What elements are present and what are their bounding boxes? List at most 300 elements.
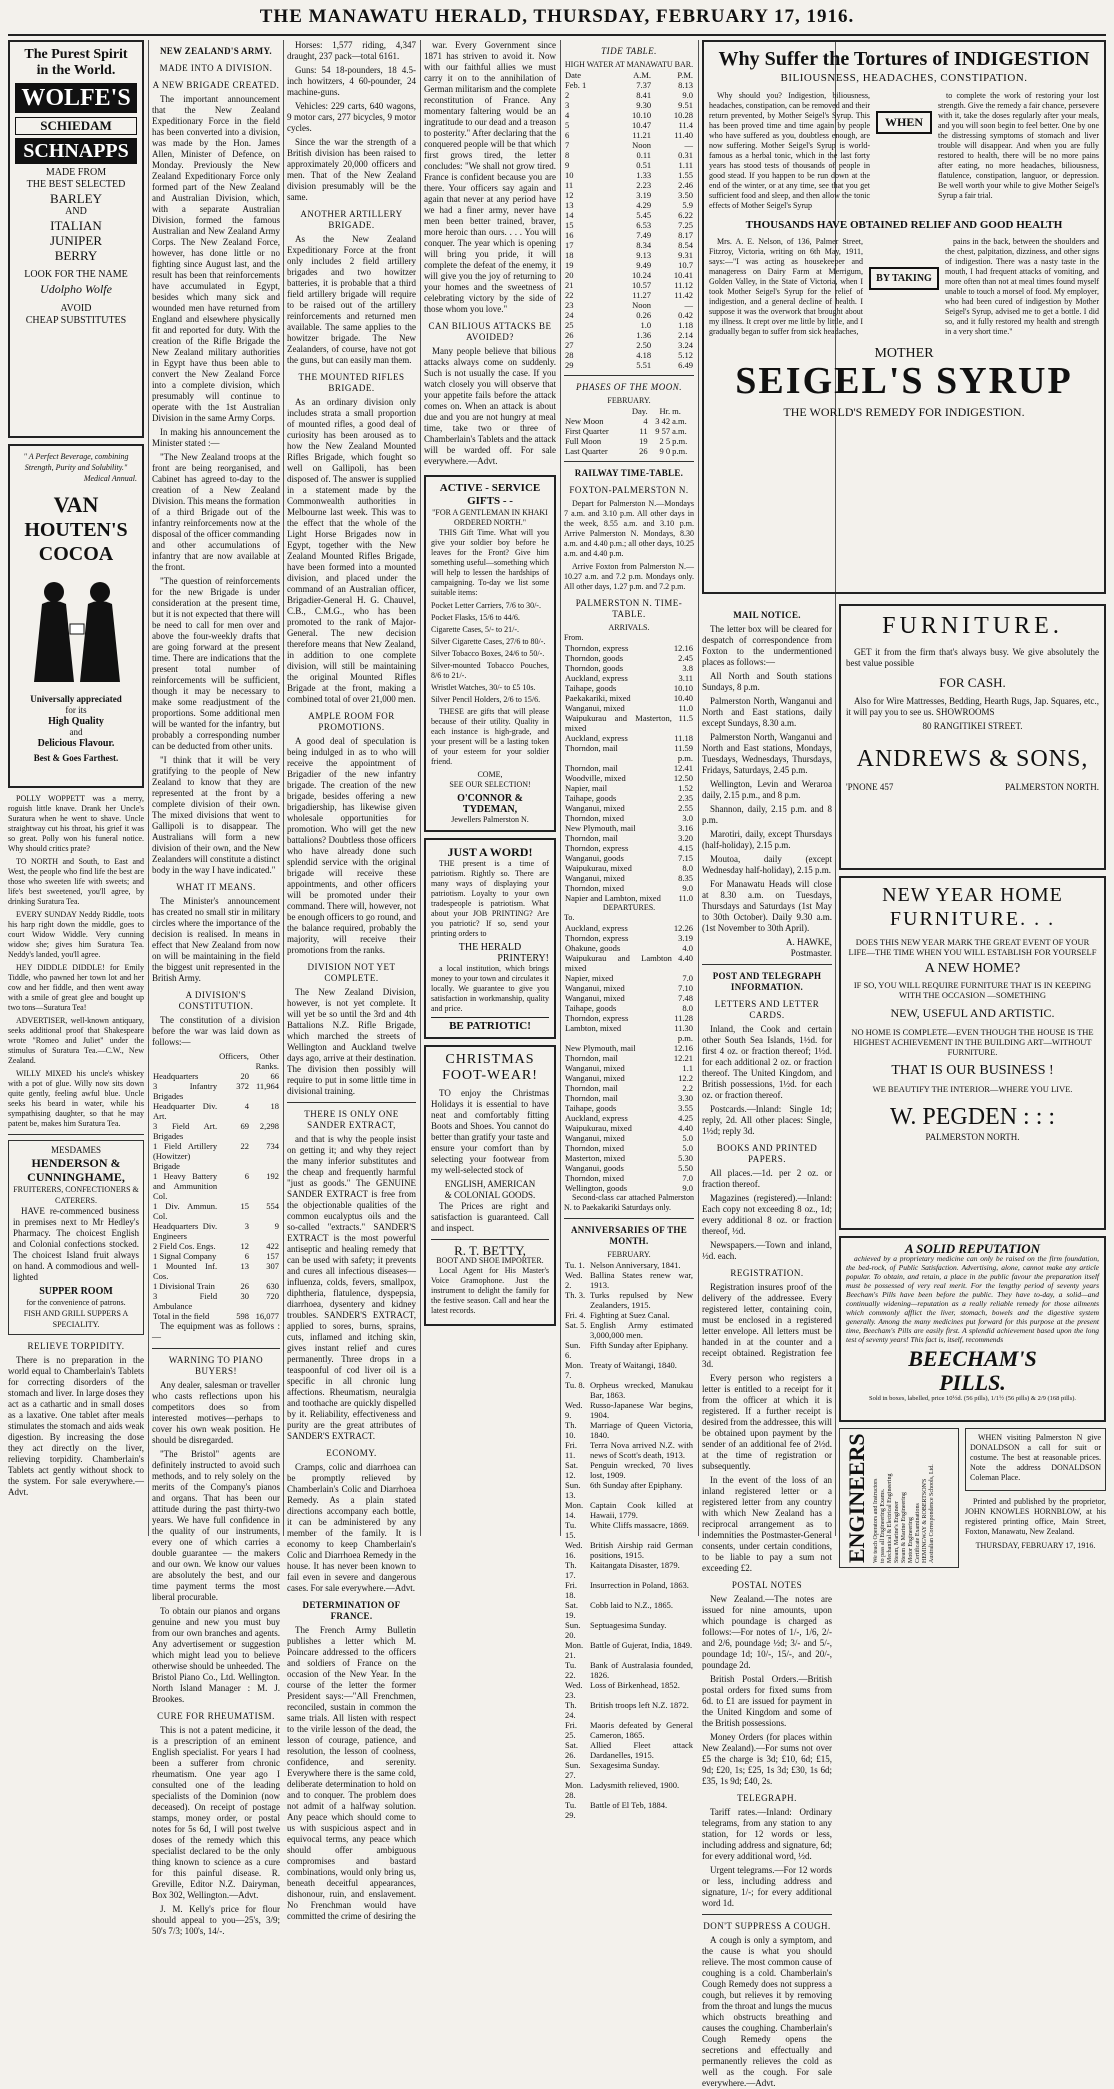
- anniversary-row: [564, 1500, 694, 1520]
- moon-table: [564, 406, 694, 456]
- table-cell: Fifth Sunday after Epiphany.: [589, 1340, 689, 1350]
- wolfe-line: ITALIAN: [50, 218, 102, 233]
- army-paragraph: The important announcement that the New Zealand Expeditionary Force in the field has been converted into a division, was made by the Hon. James Allen, Minister of Defence, on Monday. Previously the New Zealand Expeditionary Force only formed part of the New Zealand and Australian Division, which, with a separate Australian Division, formed the famous Australian and New Zealand Army Corps. The New Zealand Force, however, has done little or no fighting since August last, and the result has been that reinforcements have accumulated in Egypt, besides which many sick and wounded men have returned from England and elsewhere physically fit and reported for duty. With the creation of the Rifle Brigade the New Zealand military authorities in Egypt have thus been able to convert the New Zealand Force into a complete division, which presumably will continue to operate with the 1st Australian Division in the same Army Corps.: [152, 94, 280, 423]
- post-paragraph: Inland, the Cook and certain other South Sea Islands, 1½d. for first 4 oz. or fraction thereof; 1½d. for each additional 2 oz. or fraction thereof. The United Kingdom, and British possessions, 1½d. for each oz. or fraction thereof.: [702, 1024, 832, 1100]
- wolfe-line: in the World.: [36, 63, 116, 78]
- van-houtens-cocoa-ad: [8, 444, 144, 788]
- table-cell: Sun. 20.: [565, 1620, 581, 1640]
- wolfe-brand: WOLFE'S: [15, 83, 137, 113]
- suratura-verses: [8, 794, 144, 1129]
- army-paragraph: "The question of reinforcements for the new Brigade is under consideration at the present time, but it is not expected that there will be need to call for men over and above the four-weekly drafts that are going forward at the present time. There are indications that the present total number of reinforcements will be sufficient, though it may be necessary to make some readjustment of the proportions. Some additional men will be wanted for the infantry, but probably a corresponding number can be deducted from other units.: [152, 576, 280, 751]
- mail-title: MAIL NOTICE.: [733, 610, 801, 620]
- table-cell: 4.40: [678, 1123, 693, 1133]
- table-cell: Orpheus wrecked, Manukau Bar, 1863.: [589, 1380, 693, 1400]
- table-cell: Mon. 28.: [565, 1780, 584, 1800]
- seigels-syrup-ad: [702, 40, 1106, 594]
- moon-title: PHASES OF THE MOON.: [576, 382, 682, 392]
- table-cell: 9: [274, 1221, 279, 1231]
- army-paragraph: In making his announcement the Minister stated :—: [152, 427, 280, 448]
- table-cell: Fri. 18.: [565, 1580, 578, 1600]
- table-cell: 3.30: [678, 1093, 693, 1103]
- table-cell: 3 Infantry Brigades: [153, 1081, 218, 1101]
- table-cell: 26: [240, 1281, 249, 1291]
- betty-name: R. T. BETTY,: [454, 1243, 526, 1258]
- table-cell: Headquarters: [153, 1071, 199, 1081]
- anniversary-row: [564, 1480, 694, 1500]
- table-cell: Thorndon, mail: [565, 1083, 618, 1093]
- division-table-head: [152, 1051, 280, 1071]
- table-cell: [564, 406, 625, 416]
- table-cell: 5.0: [682, 1143, 693, 1153]
- table-cell: New Plymouth, mail: [565, 1043, 636, 1053]
- anniversary-row: [564, 1760, 694, 1780]
- army-paragraph: The Minister's announcement has created no small stir in military circles where the importance of the decision is realised. In means in effect that New Zealand from now on will be maintaining in the field the biggest unit represented in the British Army.: [152, 896, 280, 983]
- table-cell: Hr.: [659, 406, 671, 416]
- table-cell: 1.18: [678, 320, 693, 330]
- arrival-row: [564, 673, 694, 683]
- table-cell: Wanganui, mixed: [565, 803, 625, 813]
- brigade-paragraph: Since the war the strength of a British division has been raised to approximately 20,000 officers and men. That of the New Zealand division presumably will be the same.: [287, 137, 416, 202]
- table-cell: 11.42: [674, 290, 693, 300]
- brigade-paragraph: Horses: 1,577 riding, 4,347 draught, 237 pack—total 6161.: [287, 40, 416, 61]
- torpidity-body: There is no preparation in the world equal to Chamberlain's Tablets for correcting disorders of the stomach and liver. In large doses they act as a cathartic and in small doses as a laxative. One tablet after meals stimulates the stomach and aids weak digestion. By increasing the dose they act directly on the liver, relieving torpidity. Chamberlain's Tablets act gently without shock to the system. For sale everywhere.—Advt.: [8, 1355, 144, 1497]
- table-cell: 3.19: [678, 933, 693, 943]
- donaldson-ad: [965, 1428, 1106, 1491]
- table-cell: 10.28: [673, 110, 693, 120]
- anniversary-row: [564, 1640, 694, 1660]
- departure-row: [564, 953, 694, 973]
- tide-row: [564, 200, 694, 210]
- arrival-row: [564, 793, 694, 803]
- tide-row: [564, 320, 694, 330]
- table-cell: 11: [639, 426, 648, 436]
- mail-paragraph: The letter box will be cleared for despatch of correspondence from Foxton to the undermentioned places as follows:—: [702, 624, 832, 667]
- pegden-title: NEW YEAR HOME: [882, 884, 1063, 906]
- table-cell: 2.50: [636, 340, 652, 350]
- table-cell: 6: [244, 1251, 249, 1261]
- cocoa-text: for its: [65, 705, 87, 715]
- table-cell: Paekakariki, mixed: [565, 693, 631, 703]
- tide-row: [564, 180, 694, 190]
- table-cell: Thorndon, mixed: [565, 813, 625, 823]
- tide-subtitle: HIGH WATER AT MANAWATU BAR.: [564, 60, 694, 69]
- table-cell: 8.0: [682, 1003, 693, 1013]
- table-cell: 1 Div. Ammun. Col.: [153, 1201, 218, 1221]
- verse: ADVERTISER, well-known antiquary, seeks additional proof that Shakespeare wrote "Romeo and Juliet" under the stimulus of Suratura Tea.—C.W., New Zealand.: [8, 1016, 144, 1065]
- post-paragraph: Registration insures proof of the delivery of the addressee. Every registered letter, containing coin, must be enclosed in a registered letter envelope. All letters must be handed in at the counter and a receipt obtained. Registration fee 3d.: [702, 1282, 832, 1369]
- table-cell: 720: [266, 1291, 279, 1301]
- rail-from-label: From.: [564, 633, 584, 642]
- table-cell: Fri. 11.: [565, 1440, 578, 1460]
- table-cell: Thorndon, goods: [565, 653, 624, 663]
- table-cell: 11.28: [674, 1013, 693, 1023]
- table-cell: p.m.: [677, 1033, 693, 1043]
- imprint-paragraph: Printed and published by the proprietor, JOHN KNOWLES HORNBLOW, at his registered printing office, Main Street, Foxton, Manawatu, New Zealand.: [965, 1497, 1106, 1536]
- christmas-footwear-ad: [424, 1045, 556, 1326]
- division-table-total: [152, 1311, 280, 1321]
- departure-row: [564, 1063, 694, 1073]
- division-row: [152, 1101, 280, 1121]
- anniversary-row: [564, 1780, 694, 1800]
- army-paragraph: The constitution of a division before the war was laid down as follows:—: [152, 1015, 280, 1047]
- mail-paragraph: For Manawatu Heads will close at 8.30 a.m. on Tuesdays, Thursdays and Saturdays (1st May to 30th October). Daily 9.30 a.m. (1st November to 30th April).: [702, 879, 832, 933]
- table-cell: 5.30: [678, 1153, 693, 1163]
- arrival-row: [564, 763, 694, 773]
- gifts-subtitle: "FOR A GENTLEMAN IN KHAKI ORDERED NORTH.": [432, 508, 548, 527]
- table-cell: 3.0: [682, 813, 693, 823]
- just-a-word-paragraph: THE present is a time of patriotism. Rightly so. There are many ways of displaying your patriotism. Loyalty to your own tradespeople is patriotism. What about your JOB PRINTING? Are you patriotic? If so, send your printing orders to: [431, 859, 549, 938]
- table-cell: Sexagesima Sunday.: [589, 1760, 660, 1770]
- arrival-row: [564, 643, 694, 653]
- table-cell: English Army estimated 3,000,000 men.: [589, 1320, 693, 1340]
- economy-paragraph: Cramps, colic and diarrhoea can be promptly relieved by Chamberlain's Colic and Diarrhoea Remedy. As a plain stated directions accompany each bottle, it can be administered by any member of the family. It is economy to keep Chamberlain's Colic and Diarrhoea Remedy in the house. It has never been known to fail even in severe and dangerous cases. For sale everywhere.—Advt.: [287, 1462, 416, 1593]
- departure-row: [564, 1163, 694, 1173]
- departure-row: [564, 1023, 694, 1033]
- wolfe-line: JUNIPER: [49, 233, 102, 248]
- table-cell: Day.: [631, 406, 648, 416]
- table-cell: 7.49: [636, 230, 652, 240]
- bilious-heading: CAN BILIOUS ATTACKS BE AVOIDED?: [428, 321, 552, 342]
- table-cell: Allied Fleet attack Dardanelles, 1915.: [589, 1740, 693, 1760]
- table-cell: 422: [266, 1241, 279, 1251]
- table-cell: 1.11: [678, 160, 693, 170]
- rail-departures-table: [564, 923, 694, 1193]
- departure-row: [564, 1003, 694, 1013]
- anniversary-row: [564, 1270, 694, 1290]
- table-cell: Th. 24.: [565, 1700, 577, 1720]
- anniversary-row: [564, 1720, 694, 1740]
- table-cell: 4.15: [678, 843, 693, 853]
- gifts-paragraph: THIS Gift Time. What will you give your soldier boy before he leaves for the Front? Give him something useful—something which will help to lessen the hardships of campaigning. To-day we list some suitable items:: [431, 528, 549, 597]
- departure-row: [564, 1143, 694, 1153]
- anniversary-row: [564, 1580, 694, 1600]
- tide-row: [564, 240, 694, 250]
- table-cell: 2.14: [678, 330, 693, 340]
- table-cell: 18: [270, 1101, 279, 1111]
- table-cell: Marriage of Queen Victoria, 1840.: [589, 1420, 693, 1440]
- mail-paragraph: Wellington, Levin and Weraroa daily, 2.15 p.m., and 8 p.m.: [702, 779, 832, 800]
- anniversary-row: [564, 1400, 694, 1420]
- table-cell: 11.0: [678, 893, 693, 903]
- table-cell: Tu. 1.: [565, 1260, 585, 1270]
- moon-head: [564, 406, 694, 416]
- table-cell: 22: [565, 290, 574, 300]
- table-cell: Headquarters Div. Engineers: [153, 1221, 218, 1241]
- anniversaries-table: [564, 1260, 694, 1820]
- brigade-paragraph: Guns: 54 18-pounders, 18 4.5-inch howitzers, 4 60-pounder, 24 machine-guns.: [287, 65, 416, 97]
- engineers-line: Certificate Examinations: [915, 1503, 921, 1563]
- sander-heading: THERE IS ONLY ONE SANDER EXTRACT,: [304, 1109, 399, 1130]
- seigel-testimonial: Mrs. A. E. Nelson, of 136, Palmer Street, Fitzroy, Victoria, writing on 6th May, 1911, says:—"I was acting as housekeeper and manageress on Dairy Farm at Merrigum, Golden Valley, in the State of Victoria, when I took Mother Seigel's Syrup for the relief of indigestion, and a general decline of health. I suppose it was the overwork that brought about my illness. It crept over me little by little, and I gradually began to suffer from sick headaches,: [709, 237, 863, 336]
- table-cell: Thorndon, express: [565, 933, 629, 943]
- pegden-paragraph: WE BEAUTIFY THE INTERIOR—WHERE YOU LIVE.: [872, 1084, 1073, 1094]
- table-cell: 28: [565, 350, 574, 360]
- wolfes-schnapps-ad: [8, 40, 144, 438]
- table-cell: 15: [240, 1201, 249, 1211]
- departure-row: [564, 1103, 694, 1113]
- departure-row: [564, 1173, 694, 1183]
- table-cell: 4.25: [678, 1113, 693, 1123]
- table-cell: Auckland, express: [565, 673, 628, 683]
- table-cell: First Quarter: [565, 426, 609, 436]
- table-cell: 8.0: [682, 863, 693, 873]
- table-cell: 4: [244, 1101, 249, 1111]
- table-cell: Napier, mixed: [565, 973, 614, 983]
- division-row: [152, 1241, 280, 1251]
- rheumatism-heading: CURE FOR RHEUMATISM.: [157, 1711, 275, 1721]
- table-cell: Sat. 19.: [565, 1600, 578, 1620]
- departure-row: [564, 1013, 694, 1023]
- brigade-paragraph: A good deal of speculation is being indulged in as to who will receive the appointment of Brigadier of the new infantry brigade. The creation of the new brigade, besides offering a new brigadiership, has likewise given wholesale opportunities for promotion. Who will get the new battalions? Doubtless those officers who have already done such splendid service with the original brigade will receive these appointments, and other officers will be promoted under their command. There will, however, not be enough officers to go round, and the balance required, probably the majority, will receive their promotions from the ranks.: [287, 736, 416, 955]
- seigel-right-text: to complete the work of restoring your lost strength. Give the remedy a fair chance, persevere with it, take the doses regularly after your meals, and you will soon begin to feel better. One by one the distressing symptoms of stomach and liver trouble will disappear. And when you are fully restored to health, there will be no more pains after eating, no more headaches, biliousness, flatulence, constipation, languor, or depression. Be well worth your while to give Mother Seigel's Syrup a fair trial.: [938, 91, 1099, 200]
- henderson-line: MESDAMES: [50, 1145, 101, 1155]
- post-paragraph: In the event of the loss of an inland registered letter or a registered letter from any country with which New Zealand has a reciprocal arrangement as to indemnities the Postmaster-General consents, under certain conditions, to be liable to pay a sum not exceeding £2.: [702, 1475, 832, 1573]
- henderson-line: FRUITERERS, CONFECTIONERS & CATERERS.: [13, 1185, 139, 1205]
- table-cell: 13: [240, 1261, 249, 1271]
- wolfe-signature: Udolpho Wolfe: [40, 282, 112, 296]
- brigade-subheading: THE MOUNTED RIFLES BRIGADE.: [298, 372, 405, 393]
- divider: [152, 1348, 280, 1349]
- post-paragraph: Money Orders (for places within New Zealand).—For sums not over £5 the charge is 3d; £10, 6d; £15, 9d; £20, 1s; £25, 1s 3d; £30, 1s 6d; £35, 1s 9d; £40, 2s.: [702, 1732, 832, 1786]
- table-cell: 17: [565, 240, 574, 250]
- table-cell: Thorndon, mixed: [565, 1173, 625, 1183]
- brigade-paragraph: The New Zealand Division, however, is not yet complete. It will yet be so until the 3rd and 4th Battalions N.Z. Rifle Brigade, which marched the streets of Wellington and Auckland twelve days ago, arrive at their destination. The division then possibly will require to put in some little time in divisional training.: [287, 987, 416, 1096]
- table-cell: 4: [643, 416, 648, 426]
- rail-subtitle: FOXTON-PALMERSTON N.: [569, 485, 689, 495]
- henderson-line: CUNNINGHAME,: [27, 1170, 125, 1184]
- cocoa-brand: COCOA: [38, 543, 114, 565]
- table-cell: 307: [266, 1261, 279, 1271]
- table-cell: Total in the field: [153, 1311, 210, 1321]
- table-cell: 1 Mounted Inf. Cos.: [153, 1261, 218, 1281]
- table-cell: Thorndon, mixed: [565, 1143, 625, 1153]
- post-paragraph: Every person who registers a letter is entitled to a receipt for it from the officer at which it is registered. If a further receipt is desired from the addressee, this will be obtained upon payment by the sender of an additional fee of 2½d. at the time of registration or subsequently.: [702, 1373, 832, 1471]
- beecham-title: A SOLID REPUTATION: [904, 1241, 1041, 1256]
- pegden-title: FURNITURE. . .: [889, 908, 1056, 930]
- division-row: [152, 1171, 280, 1201]
- table-cell: Masterton, mixed: [565, 1153, 625, 1163]
- table-cell: Date: [565, 70, 582, 80]
- pegden-business: THAT IS OUR BUSINESS !: [891, 1063, 1054, 1078]
- table-cell: 4.0: [682, 943, 693, 953]
- arrival-row: [564, 853, 694, 863]
- post-paragraph: British Postal Orders.—British postal orders for fixed sums from 6d. to £1 are issued for payment in the United Kingdom and some of the British possessions.: [702, 1674, 832, 1728]
- table-cell: Ballina States renew war, 1913.: [589, 1270, 693, 1290]
- anniversary-row: [564, 1260, 694, 1270]
- division-row: [152, 1141, 280, 1171]
- tide-row: [564, 340, 694, 350]
- table-cell: 0.31: [678, 150, 693, 160]
- table-cell: 7.37: [636, 80, 652, 90]
- table-cell: 10.47: [631, 120, 652, 130]
- piano-paragraph: "The Bristol" agents are definitely instructed to avoid such methods, and to rely solely on the merits of the Company's pianos and organs. That has been our attitude during the past thirty-two years. We have full confidence in the quality of our instruments, every one of which carries a double guarantee — the makers and our own. We know our values are absolutely the best, and our time payment terms the most liberal procurable.: [152, 1449, 280, 1602]
- gifts-firm: O'CONNOR & TYDEMAN,: [457, 793, 523, 815]
- table-cell: 6.22: [678, 210, 693, 220]
- table-cell: Waipukurau and Lambton mixed: [565, 953, 672, 973]
- tide-title: TIDE TABLE.: [601, 46, 657, 56]
- rail-paragraph: Second-class car attached Palmerston N. to Paekakariki Saturdays only.: [564, 1193, 694, 1212]
- table-cell: 12.41: [673, 763, 693, 773]
- table-cell: 0.11: [636, 150, 652, 160]
- table-cell: White Cliffs massacre, 1869.: [589, 1520, 689, 1530]
- seigel-title: Why Suffer the Tortures of INDIGESTION: [718, 48, 1090, 70]
- table-cell: Th. 17.: [565, 1560, 577, 1580]
- cocoa-text: High Quality: [48, 716, 104, 727]
- table-cell: Thorndon, express: [565, 843, 629, 853]
- cocoa-brand: HOUTEN'S: [24, 519, 128, 541]
- table-cell: 10.40: [673, 693, 693, 703]
- departure-row: [564, 1123, 694, 1133]
- table-cell: 7.10: [678, 983, 693, 993]
- furniture-title: FURNITURE.: [882, 613, 1063, 639]
- table-cell: 66: [270, 1071, 279, 1081]
- table-cell: 4.40: [678, 953, 693, 963]
- table-cell: Wed. 2.: [565, 1270, 583, 1290]
- brigade-subheading: ANOTHER ARTILLERY BRIGADE.: [300, 209, 403, 230]
- table-cell: 15: [565, 220, 574, 230]
- table-cell: 9.51: [678, 100, 693, 110]
- table-cell: 157: [266, 1251, 279, 1261]
- table-cell: Thorndon, mail: [565, 763, 618, 773]
- wolfe-line: CHEAP SUBSTITUTES: [25, 315, 127, 326]
- brigade-paragraph: Vehicles: 229 carts, 640 wagons, 9 motor cars, 277 bicycles, 9 motor cycles.: [287, 101, 416, 133]
- table-cell: 7.15: [678, 853, 693, 863]
- table-cell: 25: [565, 320, 574, 330]
- table-cell: 9 57: [655, 426, 671, 436]
- column-6: [702, 604, 832, 2088]
- piano-paragraph: To obtain our pianos and organs genuine and new you must buy from our own branches and agents. Any advertisement or suggestion which might lead you to believe otherwise should be unheeded. The Bristol Piano Co., Ltd. Wellington. North Island Manager : M. J. Brookes.: [152, 1606, 280, 1704]
- anniversary-row: [564, 1310, 694, 1320]
- henderson-line: HENDERSON &: [31, 1156, 121, 1170]
- tide-row: [564, 250, 694, 260]
- seigel-subtitle: BILIOUSNESS, HEADACHES, CONSTIPATION.: [780, 72, 1028, 84]
- divider: [702, 964, 832, 965]
- table-cell: 1 Signal Company: [153, 1251, 217, 1261]
- masthead: THE MANAWATU HERALD, THURSDAY, FEBRUARY 17, 1916.: [259, 6, 855, 27]
- anniversary-row: [564, 1700, 694, 1720]
- table-cell: 3.50: [678, 190, 693, 200]
- pegden-paragraph: NO HOME IS COMPLETE—EVEN THOUGH THE HOUSE IS THE HIGHEST ACHIEVEMENT IN THE BUILDING ART—WITHOUT FURNITURE.: [851, 1027, 1094, 1057]
- table-cell: 5.50: [678, 1163, 693, 1173]
- piano-paragraph: Any dealer, salesman or traveller who casts reflections upon his competitors does so from interested motives—perhaps to cover his own weak position. He should be disregarded.: [152, 1380, 280, 1445]
- rail-title: RAILWAY TIME-TABLE.: [574, 468, 684, 478]
- table-cell: Tu. 22.: [565, 1660, 577, 1680]
- army-paragraph: "The New Zealand troops at the front are being reorganised, and Cabinet has agreed to-day to the creation of a New Zealand Division. This means the formation of a third Brigade out of the infantry reinforcements now at the disposal of the officer commanding and other accumulations of infantry that are now available at the front.: [152, 452, 280, 572]
- table-cell: Battle of El Teb, 1884.: [589, 1800, 668, 1810]
- table-cell: 3: [565, 100, 570, 110]
- table-cell: Waipukurau and Masterton, mixed: [565, 713, 672, 733]
- table-cell: 9: [565, 160, 570, 170]
- just-a-word-paragraph: a local institution, which brings money to your town and circulates it locally. We guarantee to give you satisfaction in workmanship, quality and price.: [431, 964, 549, 1013]
- tide-row: [564, 290, 694, 300]
- table-cell: 20: [565, 270, 574, 280]
- post-subtitle: LETTERS AND LETTER CARDS.: [714, 999, 820, 1020]
- table-cell: 18: [565, 250, 574, 260]
- footwear-paragraph: The Prices are right and satisfaction is guaranteed. Call and inspect.: [431, 1201, 549, 1233]
- brigade-subheading: AMPLE ROOM FOR PROMOTIONS.: [308, 711, 395, 732]
- table-cell: Wanganui, mixed: [565, 703, 625, 713]
- table-cell: 8.17: [678, 230, 693, 240]
- table-cell: Auckland, express: [565, 733, 628, 743]
- cocoa-quote: " A Perfect Beverage, combining Strength, Purity and Solubility.": [23, 452, 129, 472]
- table-cell: Mon. 21.: [565, 1640, 584, 1660]
- moon-row: [564, 416, 694, 426]
- table-cell: 20: [240, 1071, 249, 1081]
- table-cell: Fighting at Suez Canal.: [589, 1310, 670, 1320]
- economy-heading: ECONOMY.: [326, 1448, 377, 1458]
- tide-row: [564, 220, 694, 230]
- seigel-brand: SEIGEL'S SYRUP: [735, 360, 1073, 402]
- table-cell: 16: [565, 230, 574, 240]
- beecham-paragraph: achieved by a proprietary medicine can only be raised on the firm foundation, the bed-rock, of Public Satisfaction. Advertising, alone, cannot make any article popular. To obtain, and retain, a place in the public favour the preparation itself must be possessed of very real merit. For the lengthy period of seventy years Beecham's Pills have been before the public. They have to-day, a solid—and continually widening—reputation as a really reliable remedy for those ailments which commonly afflict the liver, stomach, bowels and the digestive system generally. Among the many medicines put forward for this purpose at the present time, Beecham's Pills are easily first. A splendid achievement based upon the long test of seventy years! This fact is, itself, recommends: [846, 1254, 1099, 1344]
- france-paragraph: war. Every Government since 1871 has striven to avoid it. Now with our faithful allies we must carry it on to the annihilation of German militarism and the complete reconstitution of France. Any momentary faltering would be an ingratitude to our dead and a treason to posterity." After declaring that the conquered people will be that which first grows tired, the letter concludes: "We shall not grow tired. France is confident because you are there. Your officers say again and again that never at any period have we had a finer army, never have men been better trained, braver, more heroic than ours. . . . You will conquer. The year which is opening will bring you pride, it will complete the defeat of the enemy, it will give you the joy of returning to your homes and the sweetness of celebrating victory by the side of those whom you love.": [424, 40, 556, 314]
- just-a-word-ad: [424, 838, 556, 1039]
- departure-row: [564, 1113, 694, 1123]
- arrival-row: [564, 893, 694, 903]
- gift-item: Pocket Letter Carriers, 7/6 to 30/-.: [431, 601, 541, 610]
- anniversary-row: [564, 1540, 694, 1560]
- table-cell: Feb. 1: [565, 80, 587, 90]
- masthead-rule: [8, 34, 1106, 36]
- table-cell: 9 0: [659, 446, 671, 456]
- table-cell: a.m.: [672, 416, 687, 426]
- table-cell: 1.55: [678, 170, 693, 180]
- table-cell: 26: [565, 330, 574, 340]
- wolfe-line: SCHNAPPS: [15, 138, 137, 164]
- table-cell: 3: [244, 1221, 249, 1231]
- table-cell: 22: [240, 1141, 249, 1151]
- wolfe-line: LOOK FOR THE NAME: [24, 269, 128, 280]
- brigade-paragraph: As an ordinary division only includes strata a small proportion of mounted rifles, a good deal of curiosity has been aroused as to how the New Zealand Mounted Rifles Brigade, which fought so well on Gallipoli, has been disposed of. The answer is supplied in a statement made by the Commonwealth authorities in Melbourne last week. This was to the effect that the whole of the Light Horse Brigades now in Egypt, together with the New Zealand Mounted Rifles Brigade, have been formed into a mounted division, and placed under the command of an Australian officer, Brigadier-General H. G. Chauvel, C.B., C.M.G., who has been promoted to the rank of Major-General. The new decision therefore means that New Zealand, in addition to one complete division, will still be maintaining the original Mounted Rifles Brigade at the front, making a combined total of over 21,000 men.: [287, 397, 416, 704]
- anniversaries-title: ANNIVERSARIES OF THE MONTH.: [570, 1225, 688, 1246]
- gifts-title: ACTIVE - SERVICE GIFTS - -: [439, 482, 541, 507]
- table-cell: 3 Field Art. Brigades: [153, 1121, 218, 1141]
- table-cell: Turks repulsed by New Zealanders, 1915.: [589, 1290, 693, 1310]
- departure-row: [564, 983, 694, 993]
- be-patriotic: BE PATRIOTIC!: [431, 1017, 549, 1032]
- departure-row: [564, 1033, 694, 1043]
- table-cell: Treaty of Waitangi, 1840.: [589, 1360, 677, 1370]
- brigade-subheading: DIVISION NOT YET COMPLETE.: [307, 962, 396, 983]
- footwear-paragraph: TO enjoy the Christmas Holidays it is essential to have neat and comfortably fitting Boots and Shoes. You cannot do better than gratify your taste and ensure your comfort than by selecting your footwear from my well-selected stock of: [431, 1088, 549, 1175]
- column-rule: [560, 40, 561, 1536]
- henderson-line: SUPPER ROOM: [39, 1286, 113, 1297]
- table-cell: 1.52: [678, 783, 693, 793]
- table-cell: 12.21: [673, 1053, 693, 1063]
- table-cell: Thorndon, mail: [565, 1093, 618, 1103]
- footwear-goods: & COLONIAL GOODS.: [444, 1190, 536, 1200]
- table-cell: 4.29: [636, 200, 652, 210]
- mail-paragraph: Palmerston North, Wanganui and North and East stations, daily except Sundays, 8.30 a.m.: [702, 696, 832, 728]
- table-cell: 7.48: [678, 993, 693, 1003]
- moon-row: [564, 446, 694, 456]
- arrival-row: [564, 733, 694, 743]
- arrival-row: [564, 753, 694, 763]
- table-cell: 12.50: [673, 773, 693, 783]
- pegden-furniture-ad: [839, 876, 1106, 1230]
- table-cell: Bank of Australasia founded, 1826.: [589, 1660, 693, 1680]
- arrival-row: [564, 713, 694, 733]
- pegden-paragraph: DOES THIS NEW YEAR MARK THE GREAT EVENT OF YOUR LIFE—THE TIME WHEN YOU WILL ESTABLISH FOR YOURSELF: [848, 937, 1097, 957]
- column-1: [8, 40, 144, 1540]
- table-cell: Th. 10.: [565, 1420, 577, 1440]
- table-cell: 2 Field Cos. Engs.: [153, 1241, 216, 1251]
- table-cell: 8.54: [678, 240, 693, 250]
- table-cell: 11.5: [678, 713, 693, 723]
- moon-month: FEBRUARY.: [607, 396, 651, 405]
- gifts-paragraph: THESE are gifts that will please because of their utility. Quality in each instance is high-grade, and your present will be a lasting token of your esteem for your soldier friend.: [431, 707, 549, 766]
- table-cell: 1.1: [682, 1063, 693, 1073]
